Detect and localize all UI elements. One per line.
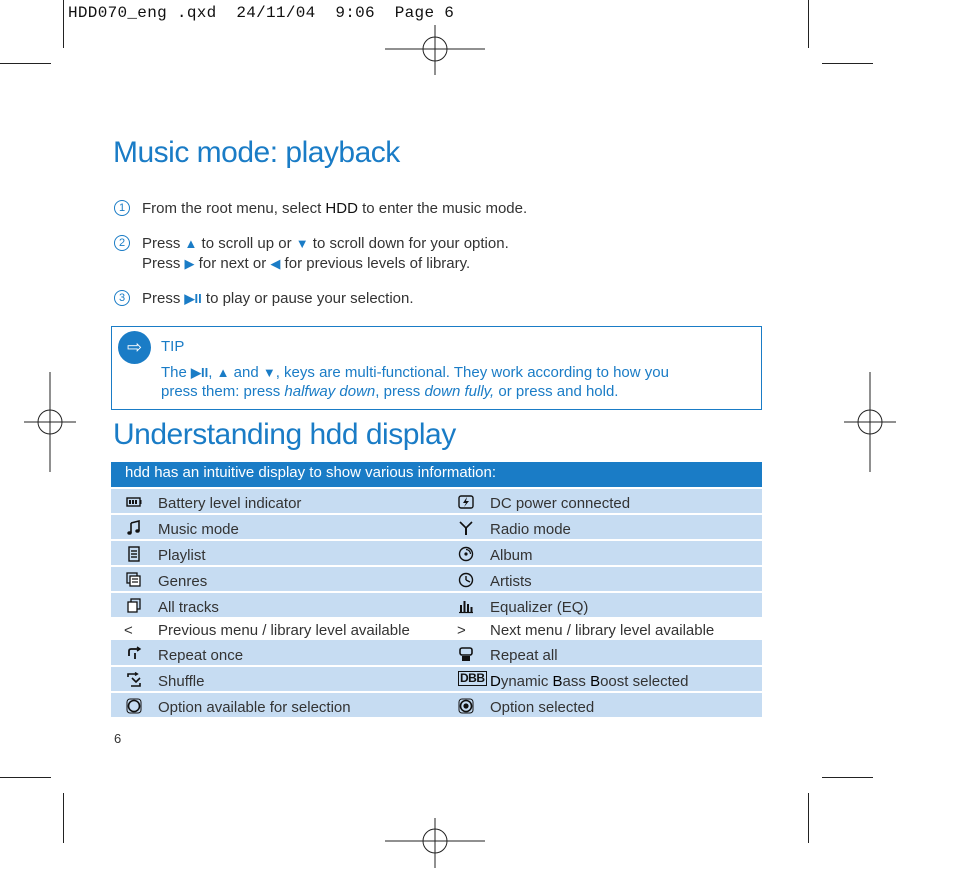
registration-mark-icon (385, 793, 485, 893)
registration-mark-icon (820, 372, 920, 472)
legend-label: Playlist (158, 547, 206, 564)
step-text: for next or (194, 255, 271, 272)
album-icon (458, 546, 474, 562)
tip-text-part: and (229, 364, 263, 381)
legend-label: Next menu / library level available (490, 622, 715, 639)
legend-label (490, 673, 688, 691)
dc-power-icon (458, 494, 474, 510)
legend-row (111, 593, 762, 619)
step-text: Press (142, 290, 185, 307)
dbb-letter: B (590, 673, 601, 690)
dbb-word: ass (562, 673, 591, 690)
tip-text-part: The (161, 364, 192, 381)
dbb-letter: D (490, 673, 501, 690)
down-arrow-icon: ▼ (262, 365, 276, 380)
legend-label: Option available for selection (158, 699, 351, 716)
dbb-word: ynamic (500, 673, 553, 690)
section-title-music-mode: Music mode: playback (113, 136, 400, 169)
dbb-icon: DBB (460, 671, 485, 685)
step-text: to play or pause your selection. (201, 290, 414, 307)
option-selected-icon (458, 698, 474, 714)
right-arrow-icon: ▶ (184, 256, 195, 271)
playlist-icon (126, 546, 142, 562)
battery-icon (126, 494, 142, 510)
legend-label: Genres (158, 573, 208, 590)
chevron-right-icon: > (457, 622, 466, 639)
legend-label: DC power connected (490, 495, 631, 512)
display-legend-table (111, 489, 762, 719)
crop-mark (0, 777, 51, 778)
legend-row (111, 515, 762, 541)
hdd-keyword: HDD (325, 200, 358, 217)
legend-label: Equalizer (EQ) (490, 599, 589, 616)
legend-label: Shuffle (158, 673, 205, 690)
page-number: 6 (114, 731, 122, 746)
legend-row (111, 619, 762, 641)
tip-text-part: or press and hold. (494, 383, 619, 400)
chevron-left-icon: < (124, 622, 133, 639)
repeat-once-icon (126, 646, 142, 662)
repeat-all-icon (458, 646, 474, 662)
legend-row (111, 489, 762, 515)
step-number: 2 (114, 235, 130, 251)
up-arrow-icon: ▲ (184, 236, 198, 251)
down-arrow-icon: ▼ (295, 236, 309, 251)
play-pause-icon: ▶II (184, 291, 202, 306)
play-pause-icon: ▶II (191, 365, 209, 380)
legend-label: All tracks (158, 599, 219, 616)
tip-emphasis: down fully, (424, 383, 495, 400)
tip-text-part: , keys are multi-functional. They work according to how you (275, 364, 669, 381)
info-bar-text: hdd has an intuitive display to show various information: (125, 464, 497, 481)
equalizer-icon (458, 598, 474, 614)
tip-text-part: , press (375, 383, 425, 400)
step-number: 3 (114, 290, 130, 306)
crop-mark (822, 63, 873, 64)
step-text: to scroll up or (197, 235, 296, 252)
crop-mark (822, 777, 873, 778)
legend-label: Radio mode (490, 521, 571, 538)
legend-row (111, 541, 762, 567)
registration-mark-icon (385, 0, 485, 100)
crop-mark (63, 0, 64, 48)
tip-text-part: , (208, 364, 217, 381)
registration-mark-icon (0, 372, 100, 472)
step-text: to enter the music mode. (357, 200, 528, 217)
legend-row (111, 693, 762, 719)
step-3 (114, 289, 414, 309)
crop-mark (808, 793, 809, 843)
legend-label: Option selected (490, 699, 595, 716)
step-2 (114, 234, 509, 274)
artists-icon (458, 572, 474, 588)
legend-label: Album (490, 547, 533, 564)
music-note-icon (126, 520, 142, 536)
tip-label: TIP (161, 338, 185, 355)
tip-text (161, 363, 669, 401)
legend-label: Repeat once (158, 647, 244, 664)
step-text: From the root menu, select (142, 200, 326, 217)
crop-mark (808, 0, 809, 48)
tip-text-part: press them: press (161, 383, 285, 400)
shuffle-icon (126, 672, 142, 688)
dbb-letter: B (552, 673, 563, 690)
step-text: Press (142, 255, 185, 272)
tip-emphasis: halfway down (284, 383, 376, 400)
step-text: to scroll down for your option. (308, 235, 509, 252)
genres-icon (126, 572, 142, 588)
step-text: for previous levels of library. (280, 255, 471, 272)
legend-row (111, 641, 762, 667)
legend-label: Music mode (158, 521, 239, 538)
step-1 (114, 199, 527, 219)
legend-label: Previous menu / library level available (158, 622, 410, 639)
legend-label: Artists (490, 573, 532, 590)
tip-box (111, 326, 762, 410)
all-tracks-icon (126, 598, 142, 614)
dbb-word: oost selected (600, 673, 689, 690)
crop-mark (0, 63, 51, 64)
crop-mark (63, 793, 64, 843)
option-available-icon (126, 698, 142, 714)
left-arrow-icon: ◀ (270, 256, 281, 271)
print-slug: HDD070_eng .qxd 24/11/04 9:06 Page 6 (68, 4, 455, 22)
legend-row (111, 567, 762, 593)
section-title-hdd-display: Understanding hdd display (113, 418, 456, 451)
step-number: 1 (114, 200, 130, 216)
legend-row (111, 667, 762, 693)
up-arrow-icon: ▲ (216, 365, 230, 380)
legend-label: Repeat all (490, 647, 558, 664)
info-bar (111, 462, 762, 487)
step-text: Press (142, 235, 185, 252)
arrow-right-icon: ⇨ (118, 331, 151, 364)
antenna-icon (458, 520, 474, 536)
legend-label: Battery level indicator (158, 495, 302, 512)
